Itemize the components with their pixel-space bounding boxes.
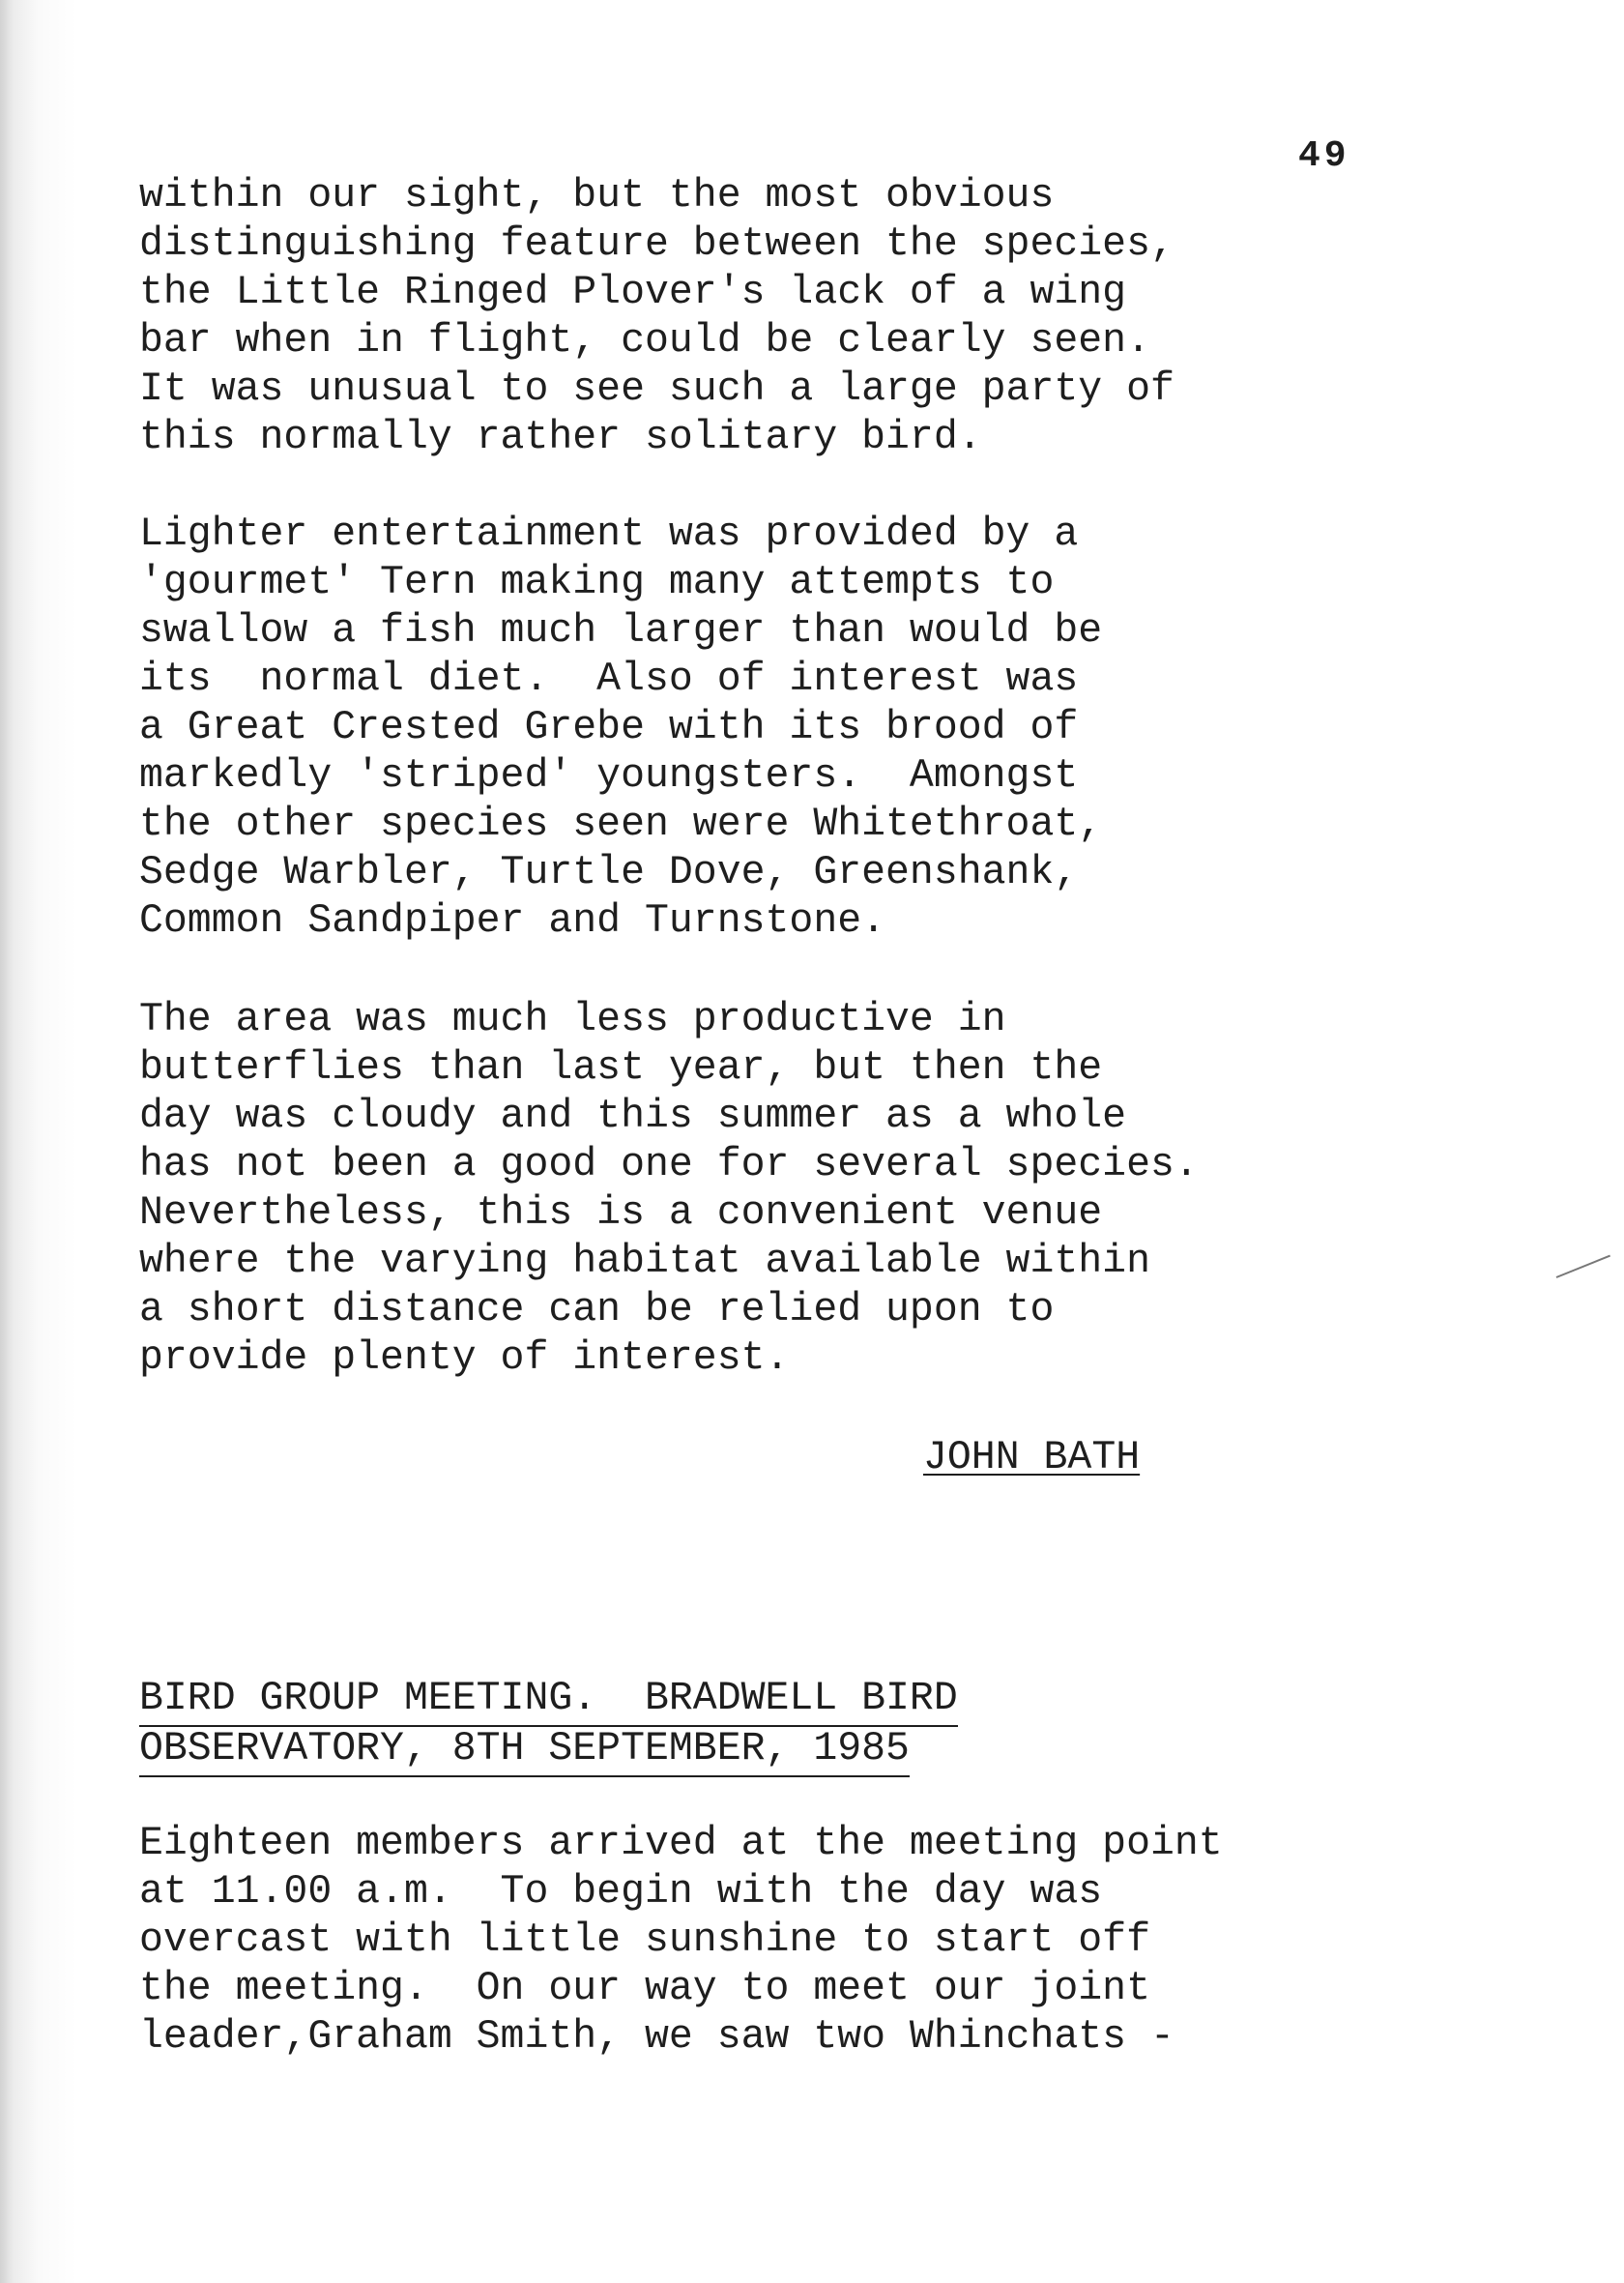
paragraph-4-line-1: Eighteen members arrived at the meeting point — [139, 1821, 1223, 1866]
paragraph-4-line-3: overcast with little sunshine to start off — [139, 1917, 1150, 1963]
section-heading-line-2: OBSERVATORY, 8TH SEPTEMBER, 1985 — [139, 1725, 910, 1777]
paragraph-1-line-6: this normally rather solitary bird. — [139, 415, 982, 460]
paragraph-1-line-3: the Little Ringed Plover's lack of a wing — [139, 270, 1127, 315]
paragraph-3-line-8: provide plenty of interest. — [139, 1335, 790, 1381]
paragraph-2-line-7: the other species seen were Whitethroat, — [139, 802, 1103, 847]
paragraph-2-line-5: a Great Crested Grebe with its brood of — [139, 705, 1079, 750]
paragraph-4-line-5: leader,Graham Smith, we saw two Whinchats - — [139, 2014, 1174, 2060]
paragraph-2-line-3: swallow a fish much larger than would be — [139, 608, 1103, 654]
paragraph-3-line-1: The area was much less productive in — [139, 997, 1006, 1042]
paragraph-3-line-7: a short distance can be relied upon to — [139, 1287, 1055, 1332]
author-signature: JOHN BATH — [923, 1435, 1141, 1480]
paragraph-4-line-4: the meeting. On our way to meet our joint — [139, 1966, 1150, 2011]
paragraph-1-line-5: It was unusual to see such a large party of — [139, 366, 1174, 412]
paragraph-2-line-2: 'gourmet' Tern making many attempts to — [139, 560, 1055, 605]
section-heading-line-1: BIRD GROUP MEETING. BRADWELL BIRD — [139, 1675, 958, 1727]
paragraph-3-line-2: butterflies than last year, but then the — [139, 1045, 1103, 1091]
paragraph-2-line-4: its normal diet. Also of interest was — [139, 657, 1079, 702]
paragraph-2-line-1: Lighter entertainment was provided by a — [139, 512, 1079, 557]
paragraph-3-line-5: Nevertheless, this is a convenient venue — [139, 1190, 1103, 1236]
paragraph-3-line-4: has not been a good one for several species. — [139, 1142, 1199, 1187]
margin-pen-mark — [1556, 1255, 1610, 1278]
paragraph-1-line-1: within our sight, but the most obvious — [139, 173, 1055, 219]
paragraph-1-line-4: bar when in flight, could be clearly seen. — [139, 318, 1150, 364]
paragraph-2-line-9: Common Sandpiper and Turnstone. — [139, 898, 886, 944]
paragraph-1-line-2: distinguishing feature between the species, — [139, 221, 1174, 267]
paragraph-2-line-6: markedly 'striped' youngsters. Amongst — [139, 753, 1079, 799]
paragraph-4-line-2: at 11.00 a.m. To begin with the day was — [139, 1869, 1103, 1915]
paragraph-3-line-3: day was cloudy and this summer as a whole — [139, 1094, 1127, 1139]
page-number: 49 — [1298, 135, 1350, 177]
paragraph-3-line-6: where the varying habitat available within — [139, 1239, 1150, 1284]
paragraph-2-line-8: Sedge Warbler, Turtle Dove, Greenshank, — [139, 850, 1079, 895]
